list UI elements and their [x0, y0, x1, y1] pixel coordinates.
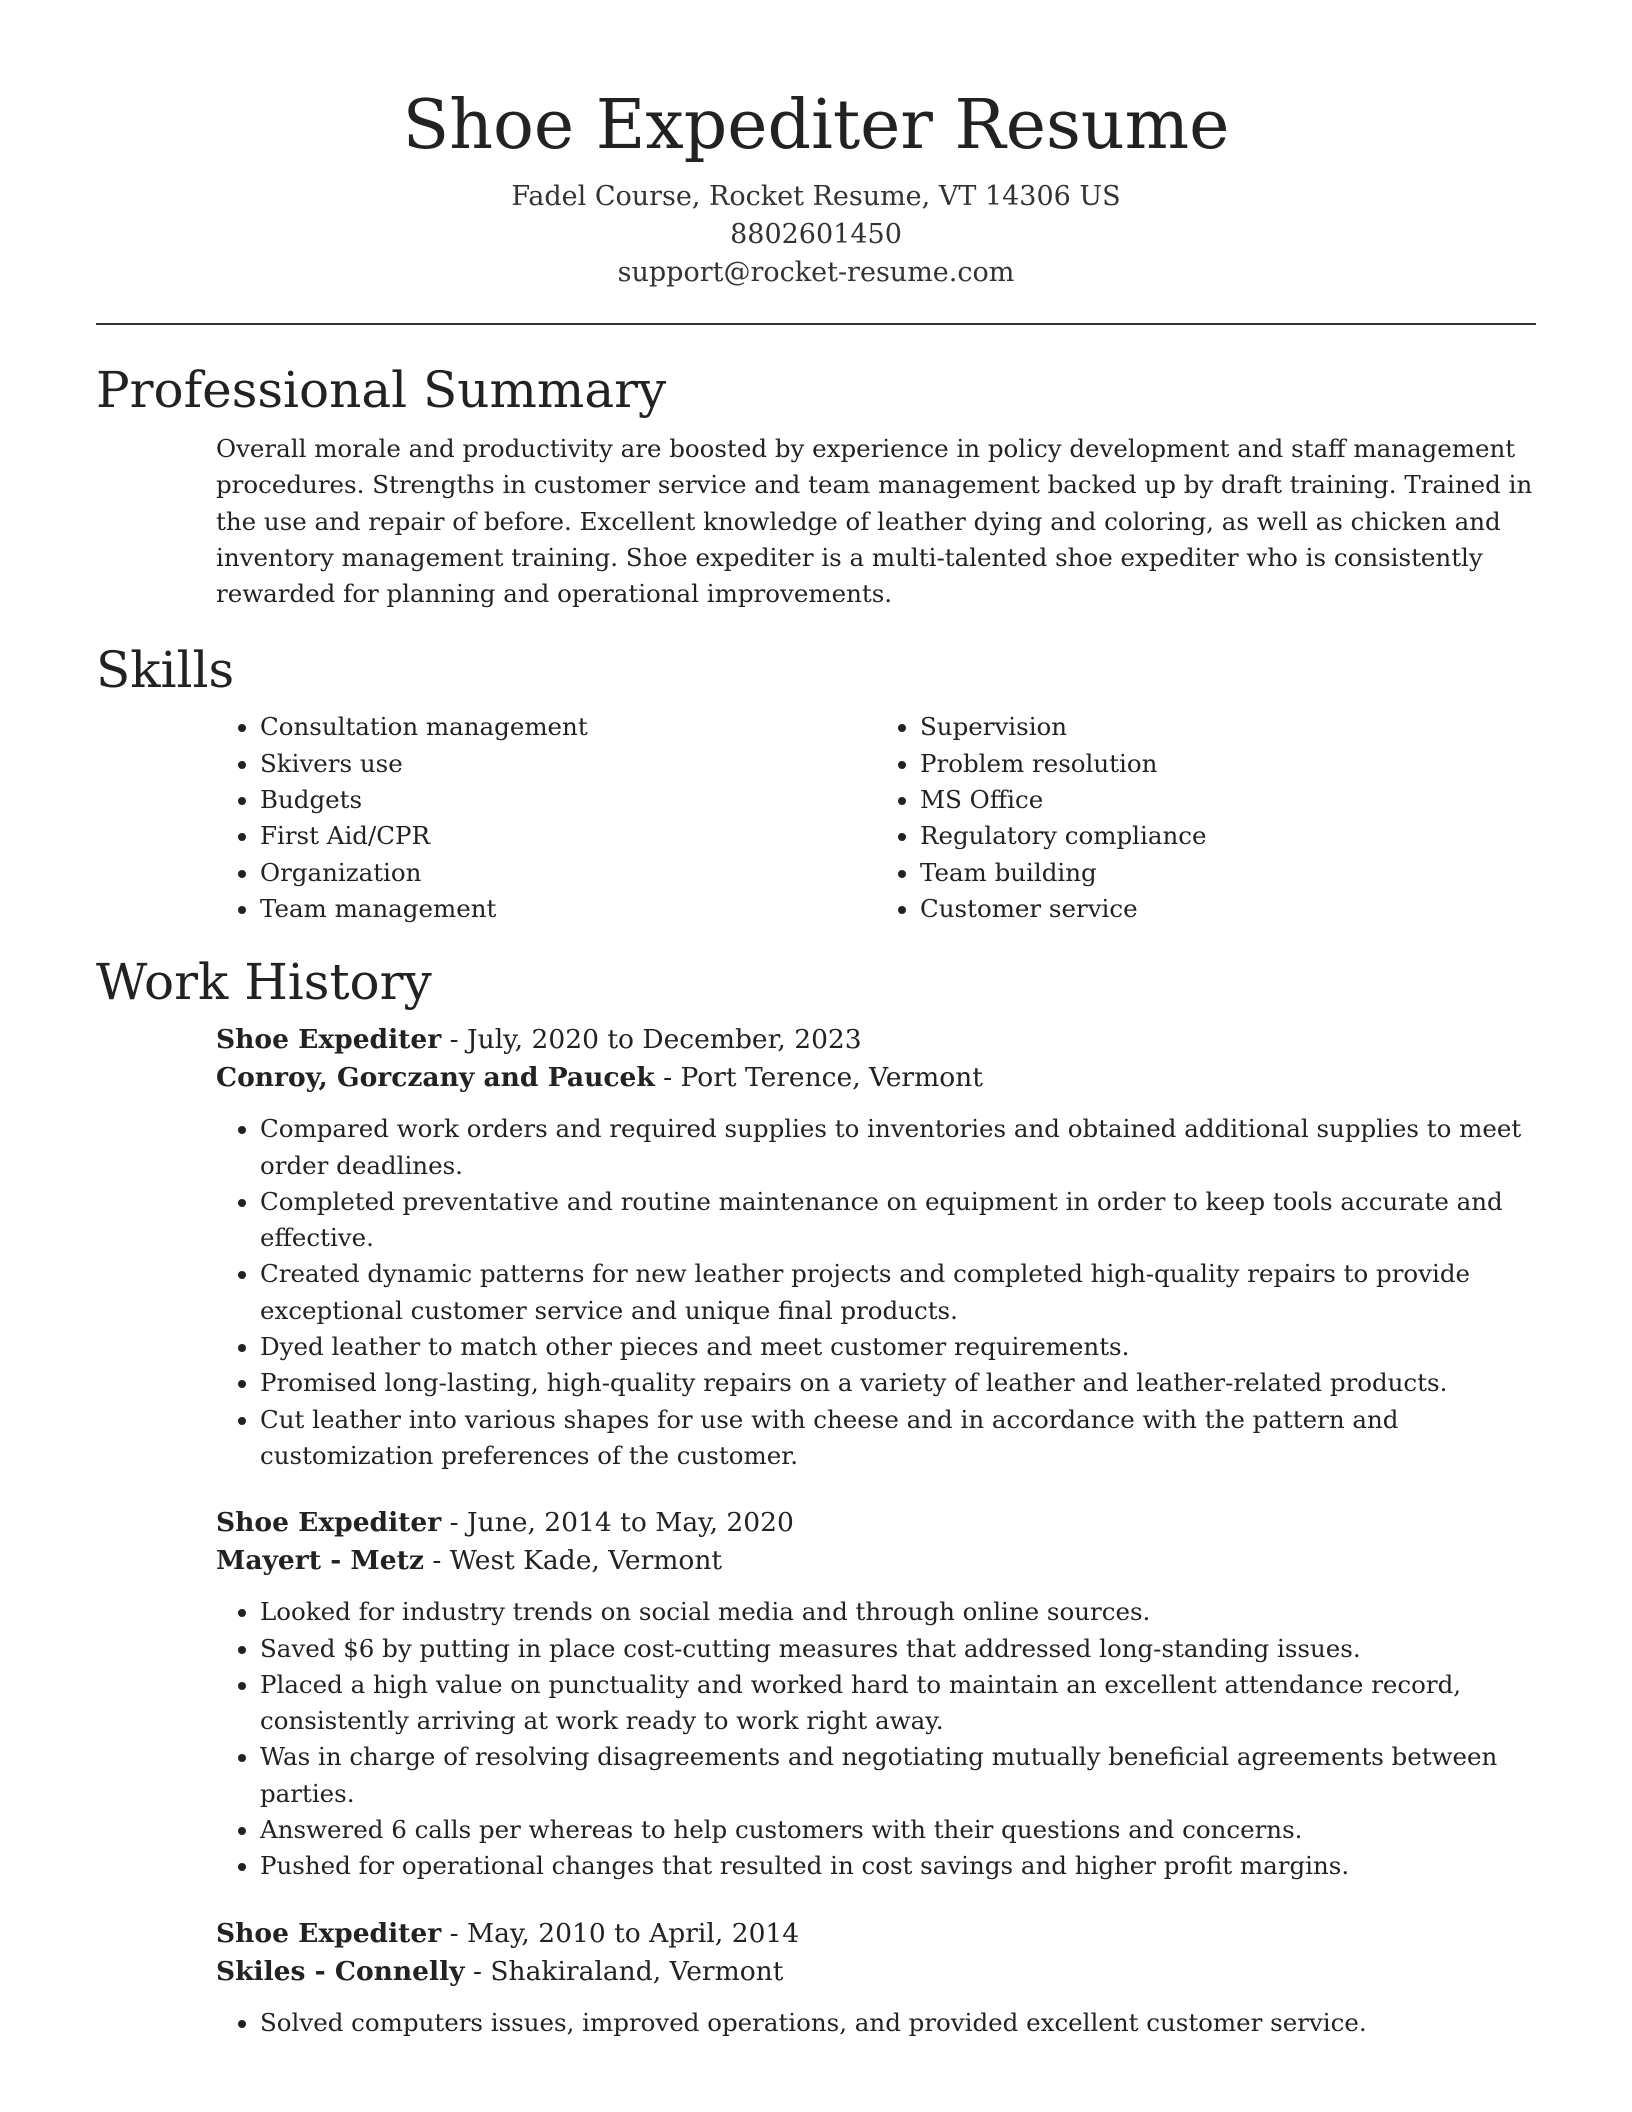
job-bullet: • Promised long-lasting, high-quality repairs on a variety of leather and leather-related products.: [260, 1365, 1536, 1401]
job-role: Shoe Expediter: [216, 1917, 442, 1949]
job-location: - Shakiraland, Vermont: [464, 1955, 784, 1987]
skill-item: • Regulatory compliance: [920, 818, 1536, 854]
job-company: Conroy, Gorczany and Paucek: [216, 1062, 655, 1094]
job-title: [216, 1504, 1536, 1542]
skills-list-right: [876, 709, 1536, 927]
skill-item: • Budgets: [260, 782, 876, 818]
job-bullet: • Completed preventative and routine maintenance on equipment in order to keep tools accurate and effective.: [260, 1184, 1536, 1257]
job-bullet: • Was in charge of resolving disagreements and negotiating mutually beneficial agreements between parties.: [260, 1739, 1536, 1812]
job-entry: [216, 1504, 1536, 1884]
skill-item: • Team management: [260, 891, 876, 927]
skill-item: • Consultation management: [260, 709, 876, 745]
skill-item: • Organization: [260, 855, 876, 891]
job-location: - Port Terence, Vermont: [654, 1062, 983, 1094]
job-dates: - June, 2014 to May, 2020: [441, 1507, 794, 1539]
work-history-section: [96, 951, 1536, 2041]
job-title: [216, 1021, 1536, 1059]
contact-block: [96, 178, 1536, 292]
job-entry: [216, 1915, 1536, 2041]
skills-list-left: [216, 709, 876, 927]
skill-item: • Supervision: [920, 709, 1536, 745]
resume-page: [96, 0, 1536, 2041]
job-dates: - July, 2020 to December, 2023: [441, 1024, 862, 1056]
skill-item: • Problem resolution: [920, 746, 1536, 782]
skills-columns: [216, 709, 1536, 927]
skills-heading: Skills: [96, 641, 235, 700]
contact-phone: 8802601450: [730, 219, 902, 250]
job-entry: [216, 1021, 1536, 1474]
job-bullet: • Saved $6 by putting in place cost-cutting measures that addressed long-standing issues.: [260, 1631, 1536, 1667]
resume-header: [96, 0, 1536, 292]
job-bullet: • Created dynamic patterns for new leather projects and completed high-quality repairs to provide exceptional customer service and unique final products.: [260, 1256, 1536, 1329]
job-dates: - May, 2010 to April, 2014: [441, 1917, 800, 1949]
job-title: [216, 1915, 1536, 1953]
job-bullet: • Compared work orders and required supplies to inventories and obtained additional supplies to meet order deadlines.: [260, 1111, 1536, 1184]
job-company-line: [216, 1542, 1536, 1580]
job-location: - West Kade, Vermont: [423, 1545, 723, 1577]
job-bullets: [216, 2005, 1536, 2041]
job-company-line: [216, 1953, 1536, 1991]
skills-section: [96, 639, 1536, 927]
resume-title: Shoe Expediter Resume: [402, 86, 1230, 165]
contact-email: support@rocket-resume.com: [617, 257, 1015, 288]
job-company: Skiles - Connelly: [216, 1955, 465, 1987]
job-bullet: • Placed a high value on punctuality and worked hard to maintain an excellent attendance record, consistently arriving at work ready to work right away.: [260, 1667, 1536, 1740]
summary-text: Overall morale and productivity are boosted by experience in policy development and staff management procedures. Strengths in customer service and team management backed up by draft training. Trained in the use and repair of before. Excellent knowledge of leather dying and coloring, as well as chicken and inventory management training. Shoe expediter is a multi-talented shoe expediter who is consistently rewarded for planning and operational improvements.: [216, 434, 1533, 609]
job-role: Shoe Expediter: [216, 1507, 442, 1539]
job-bullet: • Pushed for operational changes that resulted in cost savings and higher profit margins.: [260, 1848, 1536, 1884]
summary-section: [96, 359, 1536, 612]
job-bullets: [216, 1594, 1536, 1884]
job-role: Shoe Expediter: [216, 1024, 442, 1056]
job-bullet: • Cut leather into various shapes for use with cheese and in accordance with the pattern and customization preferences of the customer.: [260, 1402, 1536, 1475]
skill-item: • First Aid/CPR: [260, 818, 876, 854]
contact-address: Fadel Course, Rocket Resume, VT 14306 US: [511, 181, 1121, 212]
job-bullet: • Dyed leather to match other pieces and meet customer requirements.: [260, 1329, 1536, 1365]
summary-heading: Professional Summary: [96, 361, 667, 419]
job-bullet: • Solved computers issues, improved operations, and provided excellent customer service.: [260, 2005, 1536, 2041]
skill-item: • MS Office: [920, 782, 1536, 818]
job-bullet: • Answered 6 calls per whereas to help customers with their questions and concerns.: [260, 1812, 1536, 1848]
skill-item: • Customer service: [920, 891, 1536, 927]
skill-item: • Skivers use: [260, 746, 876, 782]
job-company: Mayert - Metz: [216, 1545, 424, 1577]
skill-item: • Team building: [920, 855, 1536, 891]
job-company-line: [216, 1059, 1536, 1097]
job-bullets: [216, 1111, 1536, 1474]
header-divider: [96, 323, 1536, 325]
work-history-heading: Work History: [96, 953, 432, 1012]
job-bullet: • Looked for industry trends on social media and through online sources.: [260, 1594, 1536, 1630]
